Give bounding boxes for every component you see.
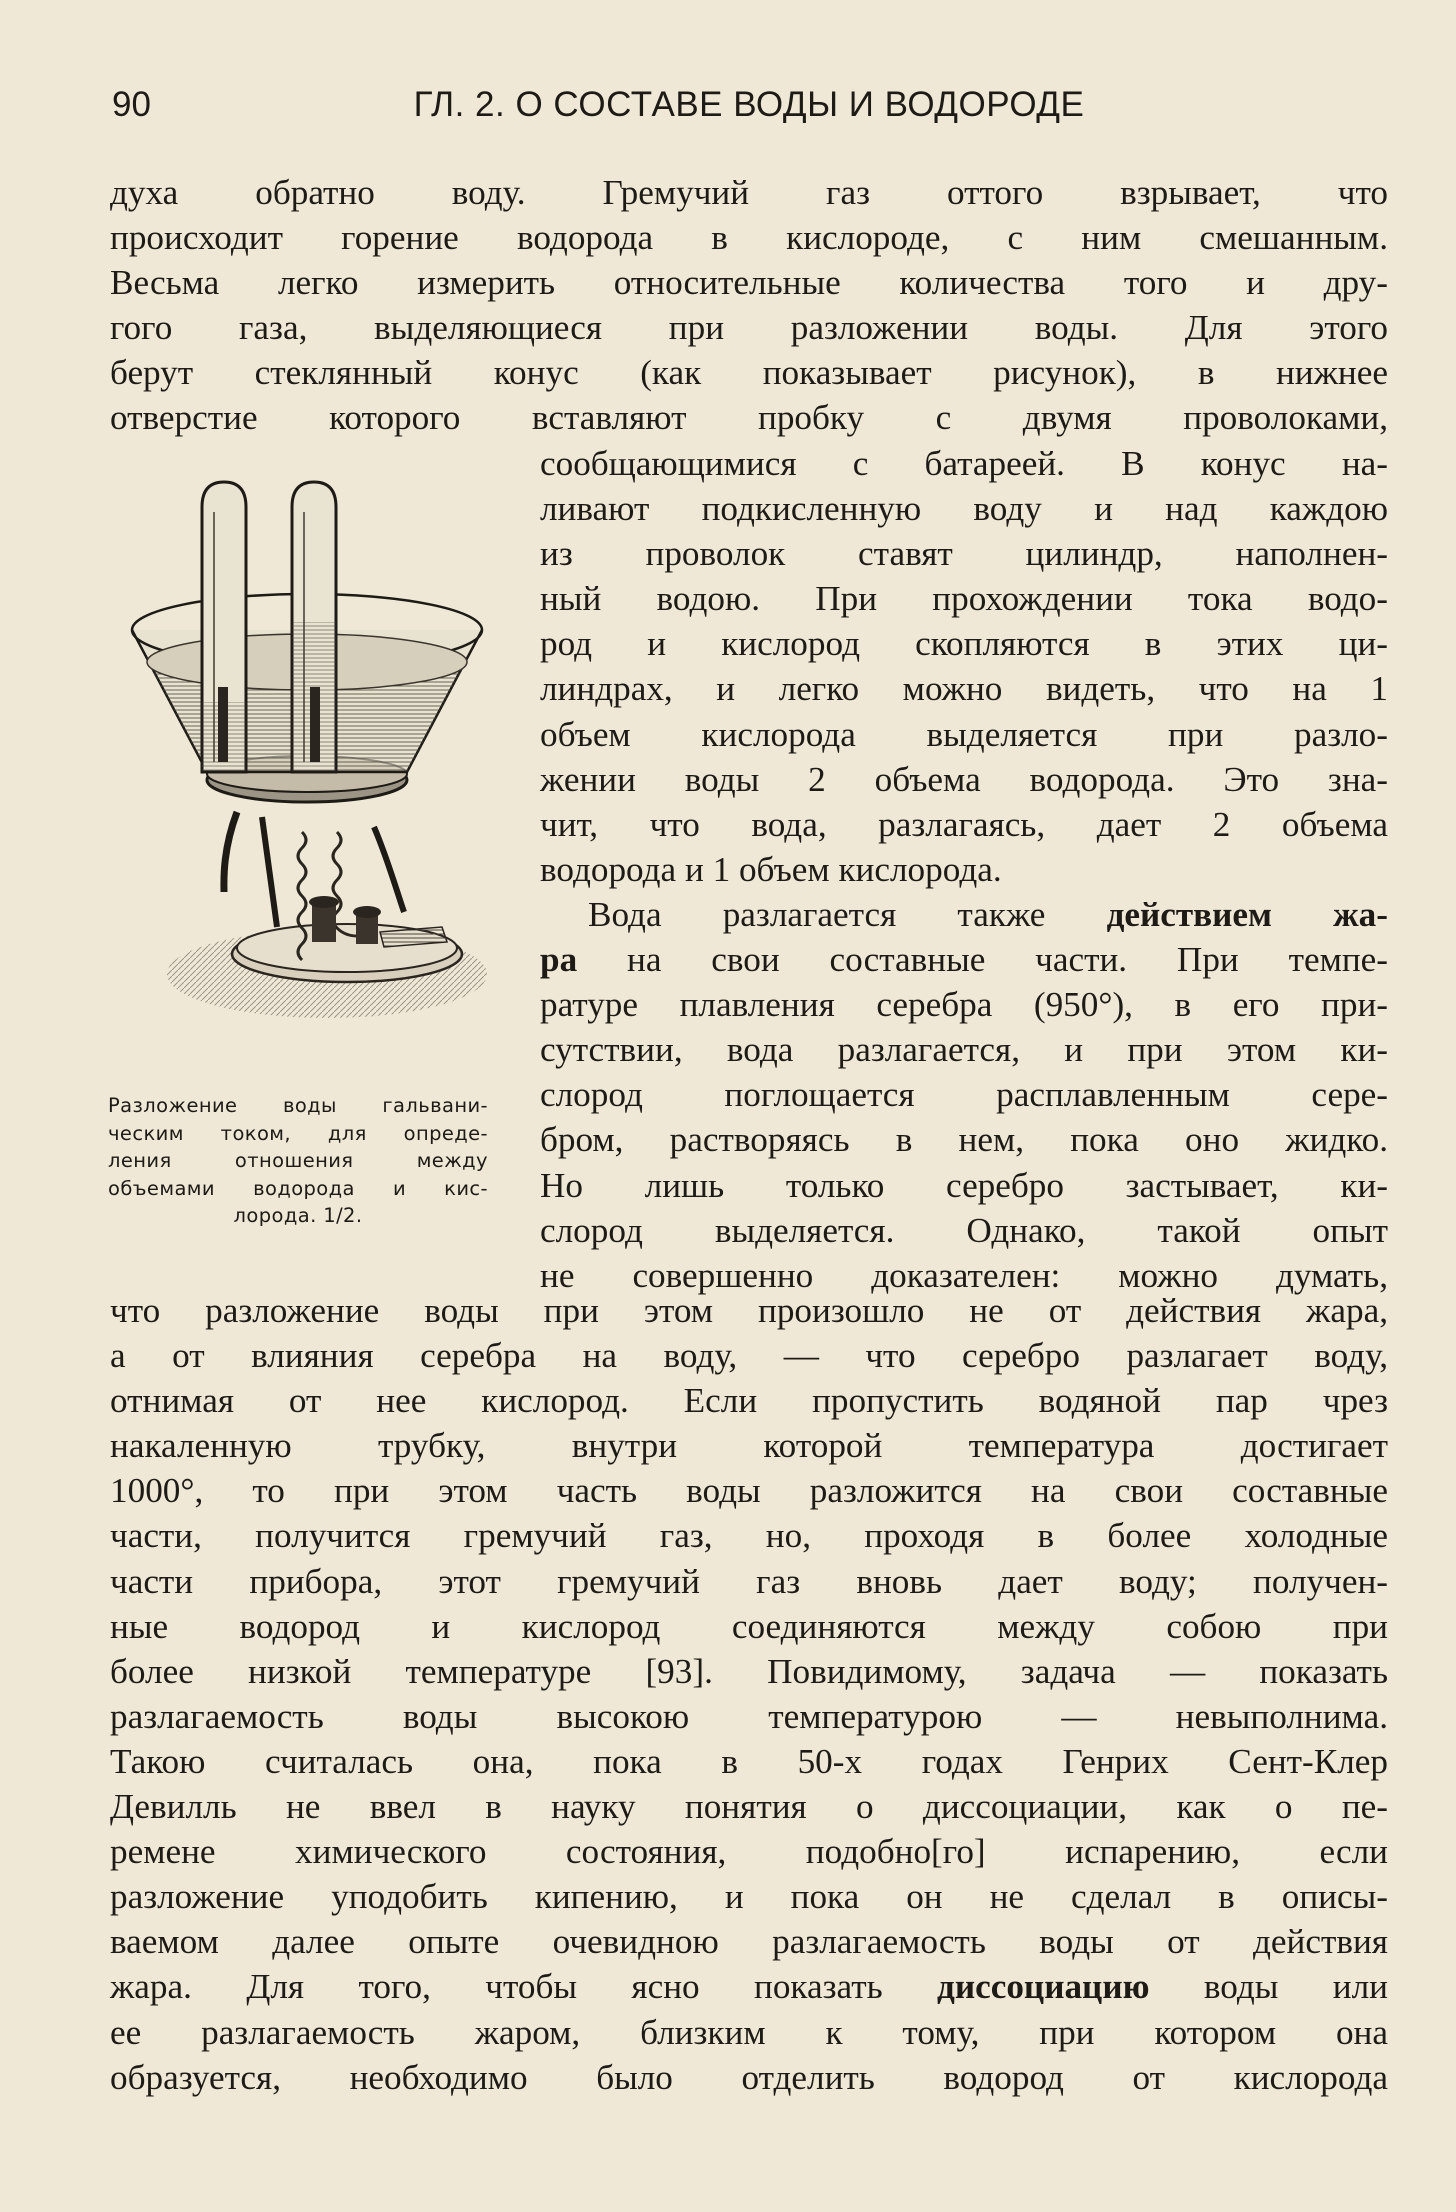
text-line: что разложение воды при этом произошло не от действия жара, — [110, 1291, 1388, 1330]
text-line: разлагаемость воды высокою температурою — невыполнима. — [110, 1696, 1388, 1736]
text-line: не совершенно доказателен: можно думать, — [540, 1255, 1388, 1295]
text-line: разложение уподобить кипению, и пока он не сделал в описы- — [110, 1877, 1388, 1917]
text-line: род и кислород скопляются в этих ци- — [540, 624, 1388, 664]
text-line: происходит горение водорода в кислороде, с ним смешанным. — [110, 218, 1388, 258]
text-run: воды или — [1149, 1967, 1388, 2007]
text-run: Вода разлагается также — [588, 894, 1107, 934]
text-line: 1000°, то при этом часть воды разложится на свои составные — [110, 1471, 1388, 1511]
electrolysis-figure — [112, 472, 492, 1062]
text-line: из проволок ставят цилиндр, наполнен- — [540, 534, 1388, 574]
text-run: жара. Для того, чтобы ясно показать — [110, 1967, 938, 2007]
text-line: ваемом далее опыте очевидною разлагаемость воды от действия — [110, 1922, 1388, 1962]
caption-line: объемами водорода и кис- — [108, 1176, 488, 1200]
text-line: ливают подкисленную воду и над каждою — [540, 489, 1388, 529]
text-line: а от влияния серебра на воду, — что серебро разлагает воду, — [110, 1336, 1388, 1376]
text-line: Такою считалась она, пока в 50-х годах Генрих Сент-Клер — [110, 1741, 1388, 1781]
text-line: сообщающимися с батареей. В конус на- — [540, 444, 1388, 483]
text-line: линдрах, и легко можно видеть, что на 1 — [540, 669, 1388, 709]
text-line: ратуре плавления серебра (950°), в его при- — [540, 985, 1388, 1025]
text-line: слород поглощается расплавленным сере- — [540, 1075, 1388, 1115]
text-line: сутствии, вода разлагается, и при этом ки- — [540, 1030, 1388, 1070]
bold-term: действием жа- — [1106, 894, 1388, 934]
text-line: Но лишь только серебро застывает, ки- — [540, 1165, 1388, 1205]
text-line: духа обратно воду. Гремучий газ оттого взрывает, что — [110, 173, 1388, 212]
page-number: 90 — [112, 85, 151, 124]
text-line: берут стеклянный конус (как показывает рисунок), в нижнее — [110, 353, 1388, 393]
text-line: ремене химического состояния, подобно[го] испарению, если — [110, 1832, 1388, 1872]
text-line: слород выделяется. Однако, такой опыт — [540, 1210, 1388, 1250]
text-line — [110, 1964, 1388, 2009]
caption-line: ления отношения между — [108, 1149, 488, 1172]
text-run: на свои составные части. При темпе- — [577, 940, 1388, 980]
text-line: отверстие которого вставляют пробку с двумя проволоками, — [110, 398, 1388, 438]
figure-caption — [108, 1092, 488, 1230]
text-line: более низкой температуре [93]. Повидимому, задача — показать — [110, 1651, 1388, 1691]
text-line: гого газа, выделяющиеся при разложении воды. Для этого — [110, 308, 1388, 348]
text-line: чит, что вода, разлагаясь, дает 2 объема — [540, 804, 1388, 844]
text-line: отнимая от нее кислород. Если пропустить водяной пар чрез — [110, 1381, 1388, 1421]
text-line: ный водою. При прохождении тока водо- — [540, 579, 1388, 619]
text-line: объем кислорода выделяется при разло- — [540, 714, 1388, 754]
bold-term: диссоциацию — [937, 1967, 1150, 2007]
electrolysis-apparatus-icon — [112, 472, 492, 1062]
text-line: накаленную трубку, внутри которой температура достигает — [110, 1426, 1388, 1466]
text-line: водорода и 1 объем кислорода. — [540, 849, 1002, 889]
text-line: Девилль не ввел в науку понятия о диссоциации, как о пе- — [110, 1787, 1388, 1827]
caption-line: лорода. 1/2. — [233, 1204, 363, 1227]
running-head: ГЛ. 2. О СОСТАВЕ ВОДЫ И ВОДОРОДЕ — [413, 85, 1085, 124]
text-line — [540, 937, 1388, 982]
caption-line: ческим током, для опреде- — [108, 1121, 488, 1145]
text-line: части прибора, этот гремучий газ вновь дает воду; получен- — [110, 1561, 1388, 1601]
text-line: жении воды 2 объема водорода. Это зна- — [540, 759, 1388, 799]
text-line: образуется, необходимо было отделить водород от кислорода — [110, 2057, 1388, 2097]
page-header — [112, 80, 1386, 130]
paragraph-top — [110, 170, 1388, 441]
paragraph-right-column — [540, 441, 1388, 1298]
text-line: ные водород и кислород соединяются между собою при — [110, 1606, 1388, 1646]
paragraph-bottom — [110, 1288, 1388, 2100]
text-line: бром, растворяясь в нем, пока оно жидко. — [540, 1120, 1388, 1160]
text-line: ее разлагаемость жаром, близким к тому, при котором она — [110, 2012, 1388, 2052]
text-line: части, получится гремучий газ, но, проходя в более холодные — [110, 1516, 1388, 1556]
text-line: Весьма легко измерить относительные количества того и дру- — [110, 263, 1388, 303]
bold-term: ра — [540, 940, 578, 980]
text-line — [540, 892, 1388, 937]
caption-line: Разложение воды гальвани- — [108, 1094, 488, 1117]
